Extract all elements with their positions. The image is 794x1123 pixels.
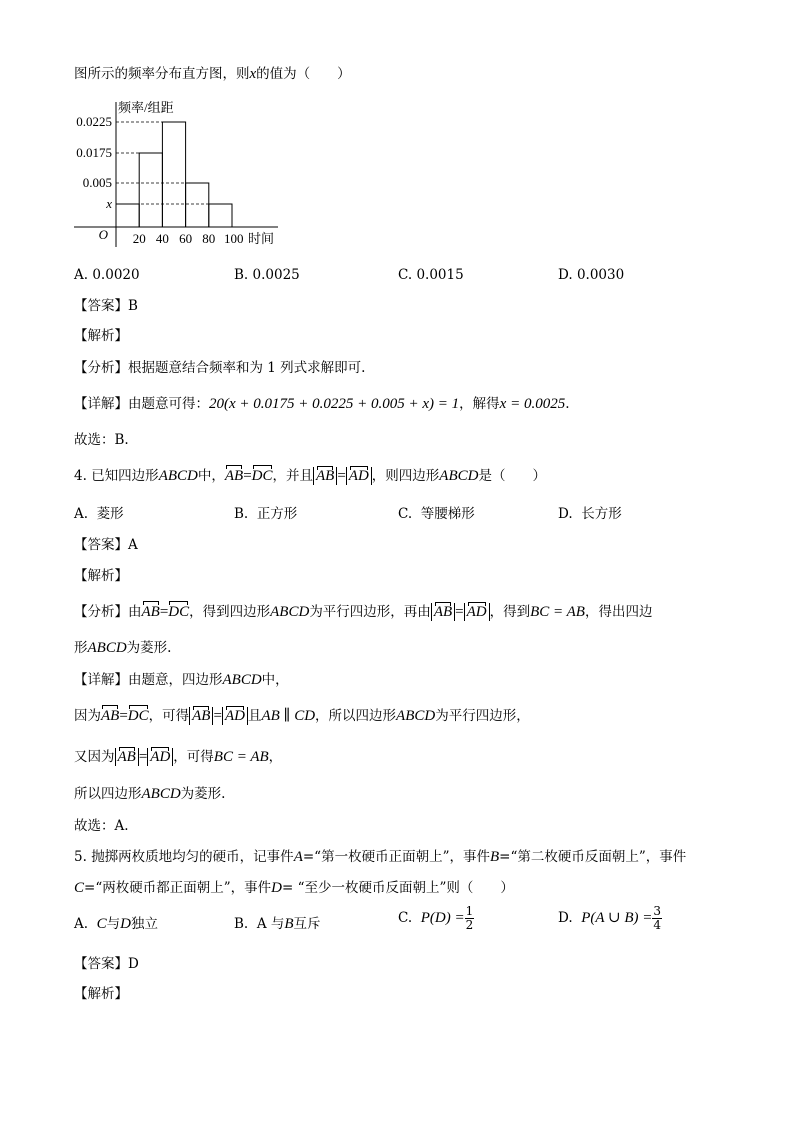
histogram-bar: [162, 122, 185, 227]
q4-option-d[interactable]: D. 长方形: [558, 506, 622, 522]
q3-answer: 【答案】B: [74, 298, 138, 314]
q3-fenxi: 【分析】根据题意结合频率和为 1 列式求解即可.: [74, 360, 366, 376]
q4-answer: 【答案】A: [74, 537, 138, 553]
q3-option-a[interactable]: A. 0.0020: [74, 267, 140, 283]
x-tick-label: 100: [224, 231, 244, 246]
q3-option-c[interactable]: C. 0.0015: [398, 267, 464, 283]
histogram-bar: [186, 183, 209, 227]
x-tick-label: 20: [132, 231, 146, 246]
q3-equation: 20(x + 0.0175 + 0.0225 + 0.005 + x) = 1: [209, 396, 460, 412]
vector-dc: DC: [251, 468, 273, 484]
vector-ab: AB: [224, 468, 244, 484]
q4-option-a[interactable]: A. 菱形: [74, 506, 124, 522]
q5-option-a[interactable]: A. C与D独立: [74, 916, 158, 932]
q3-option-d[interactable]: D. 0.0030: [558, 267, 625, 283]
q4-detail-line1: 【详解】由题意，四边形ABCD中，: [74, 672, 289, 688]
histogram-bar: [139, 153, 162, 227]
q5-analysis-tag: 【解析】: [74, 986, 128, 1002]
q5-option-c[interactable]: C. P(D) = $\frac{1}{2}$: [398, 904, 474, 932]
q3-stem: [74, 64, 351, 84]
q4-stem: 4. 已知四边形ABCD中，AB=DC，并且 AB = AD ，则四边形ABCD是（ ）: [74, 468, 546, 484]
q4-choose: 故选：A.: [74, 818, 129, 834]
q5-option-d[interactable]: D. P(A ∪ B) = $\frac{3}{4}$: [558, 904, 662, 932]
q3-detail: 【详解】由题意可得：20(x + 0.0175 + 0.0225 + 0.005 + x) = 1，解得x = 0.0025.: [74, 396, 570, 412]
q4-option-b[interactable]: B. 正方形: [234, 506, 298, 522]
x-tick-label: 40: [155, 231, 169, 246]
q4-detail-line3: 又因为 AB = AD ，可得BC = AB，: [74, 749, 283, 765]
q5-stem-line1: 5. 抛掷两枚质地均匀的硬币，记事件A=“第一枚硬币正面朝上”，事件B=“第二枚硬币反面朝上”，事件: [74, 849, 687, 865]
q3-analysis-tag: 【解析】: [74, 328, 128, 344]
x-axis-label: 时间: [248, 231, 275, 246]
y-tick-label: 0.0175: [76, 145, 112, 160]
x-tick-label: 80: [202, 231, 216, 246]
histogram-bar: [209, 204, 232, 227]
q3-choose: 故选：B.: [74, 432, 129, 448]
histogram-bar: [116, 204, 139, 227]
y-tick-label: 0.005: [82, 175, 112, 190]
q3-stem-text: 图所示的频率分布直方图，则: [74, 66, 250, 82]
q4-analysis-tag: 【解析】: [74, 568, 128, 584]
q3-stem-tail: 的值为（ ）: [256, 66, 351, 82]
x-tick-label: 60: [179, 231, 193, 246]
y-tick-label: x: [106, 196, 112, 211]
q4-detail-line2: 因为AB=DC，可得 AB = AD 且AB ∥ CD，所以四边形ABCD为平行四边形，: [74, 708, 530, 724]
q3-option-b[interactable]: B. 0.0025: [234, 267, 300, 283]
q5-option-b[interactable]: B. A 与B互斥: [234, 916, 321, 932]
y-tick-label: 0.0225: [76, 114, 112, 129]
y-axis-label: 频率/组距: [118, 100, 174, 115]
origin-label: O: [98, 227, 108, 242]
q4-fenxi-line1: 【分析】由AB=DC，得到四边形ABCD为平行四边形，再由 AB = AD ，得到BC = AB，得出四边: [74, 604, 653, 620]
q4-option-c[interactable]: C. 等腰梯形: [398, 506, 475, 522]
q5-answer: 【答案】D: [74, 956, 139, 972]
q3-result: x = 0.0025: [499, 396, 566, 412]
q4-fenxi-line2: 形ABCD为菱形.: [74, 640, 172, 656]
q3-stem-var: x: [249, 66, 257, 82]
frequency-histogram: [66, 96, 286, 256]
q5-stem-line2: C=“两枚硬币都正面朝上”，事件D= “至少一枚硬币反面朝上”则（ ）: [74, 880, 514, 896]
q4-detail-line4: 所以四边形ABCD为菱形.: [74, 786, 226, 802]
